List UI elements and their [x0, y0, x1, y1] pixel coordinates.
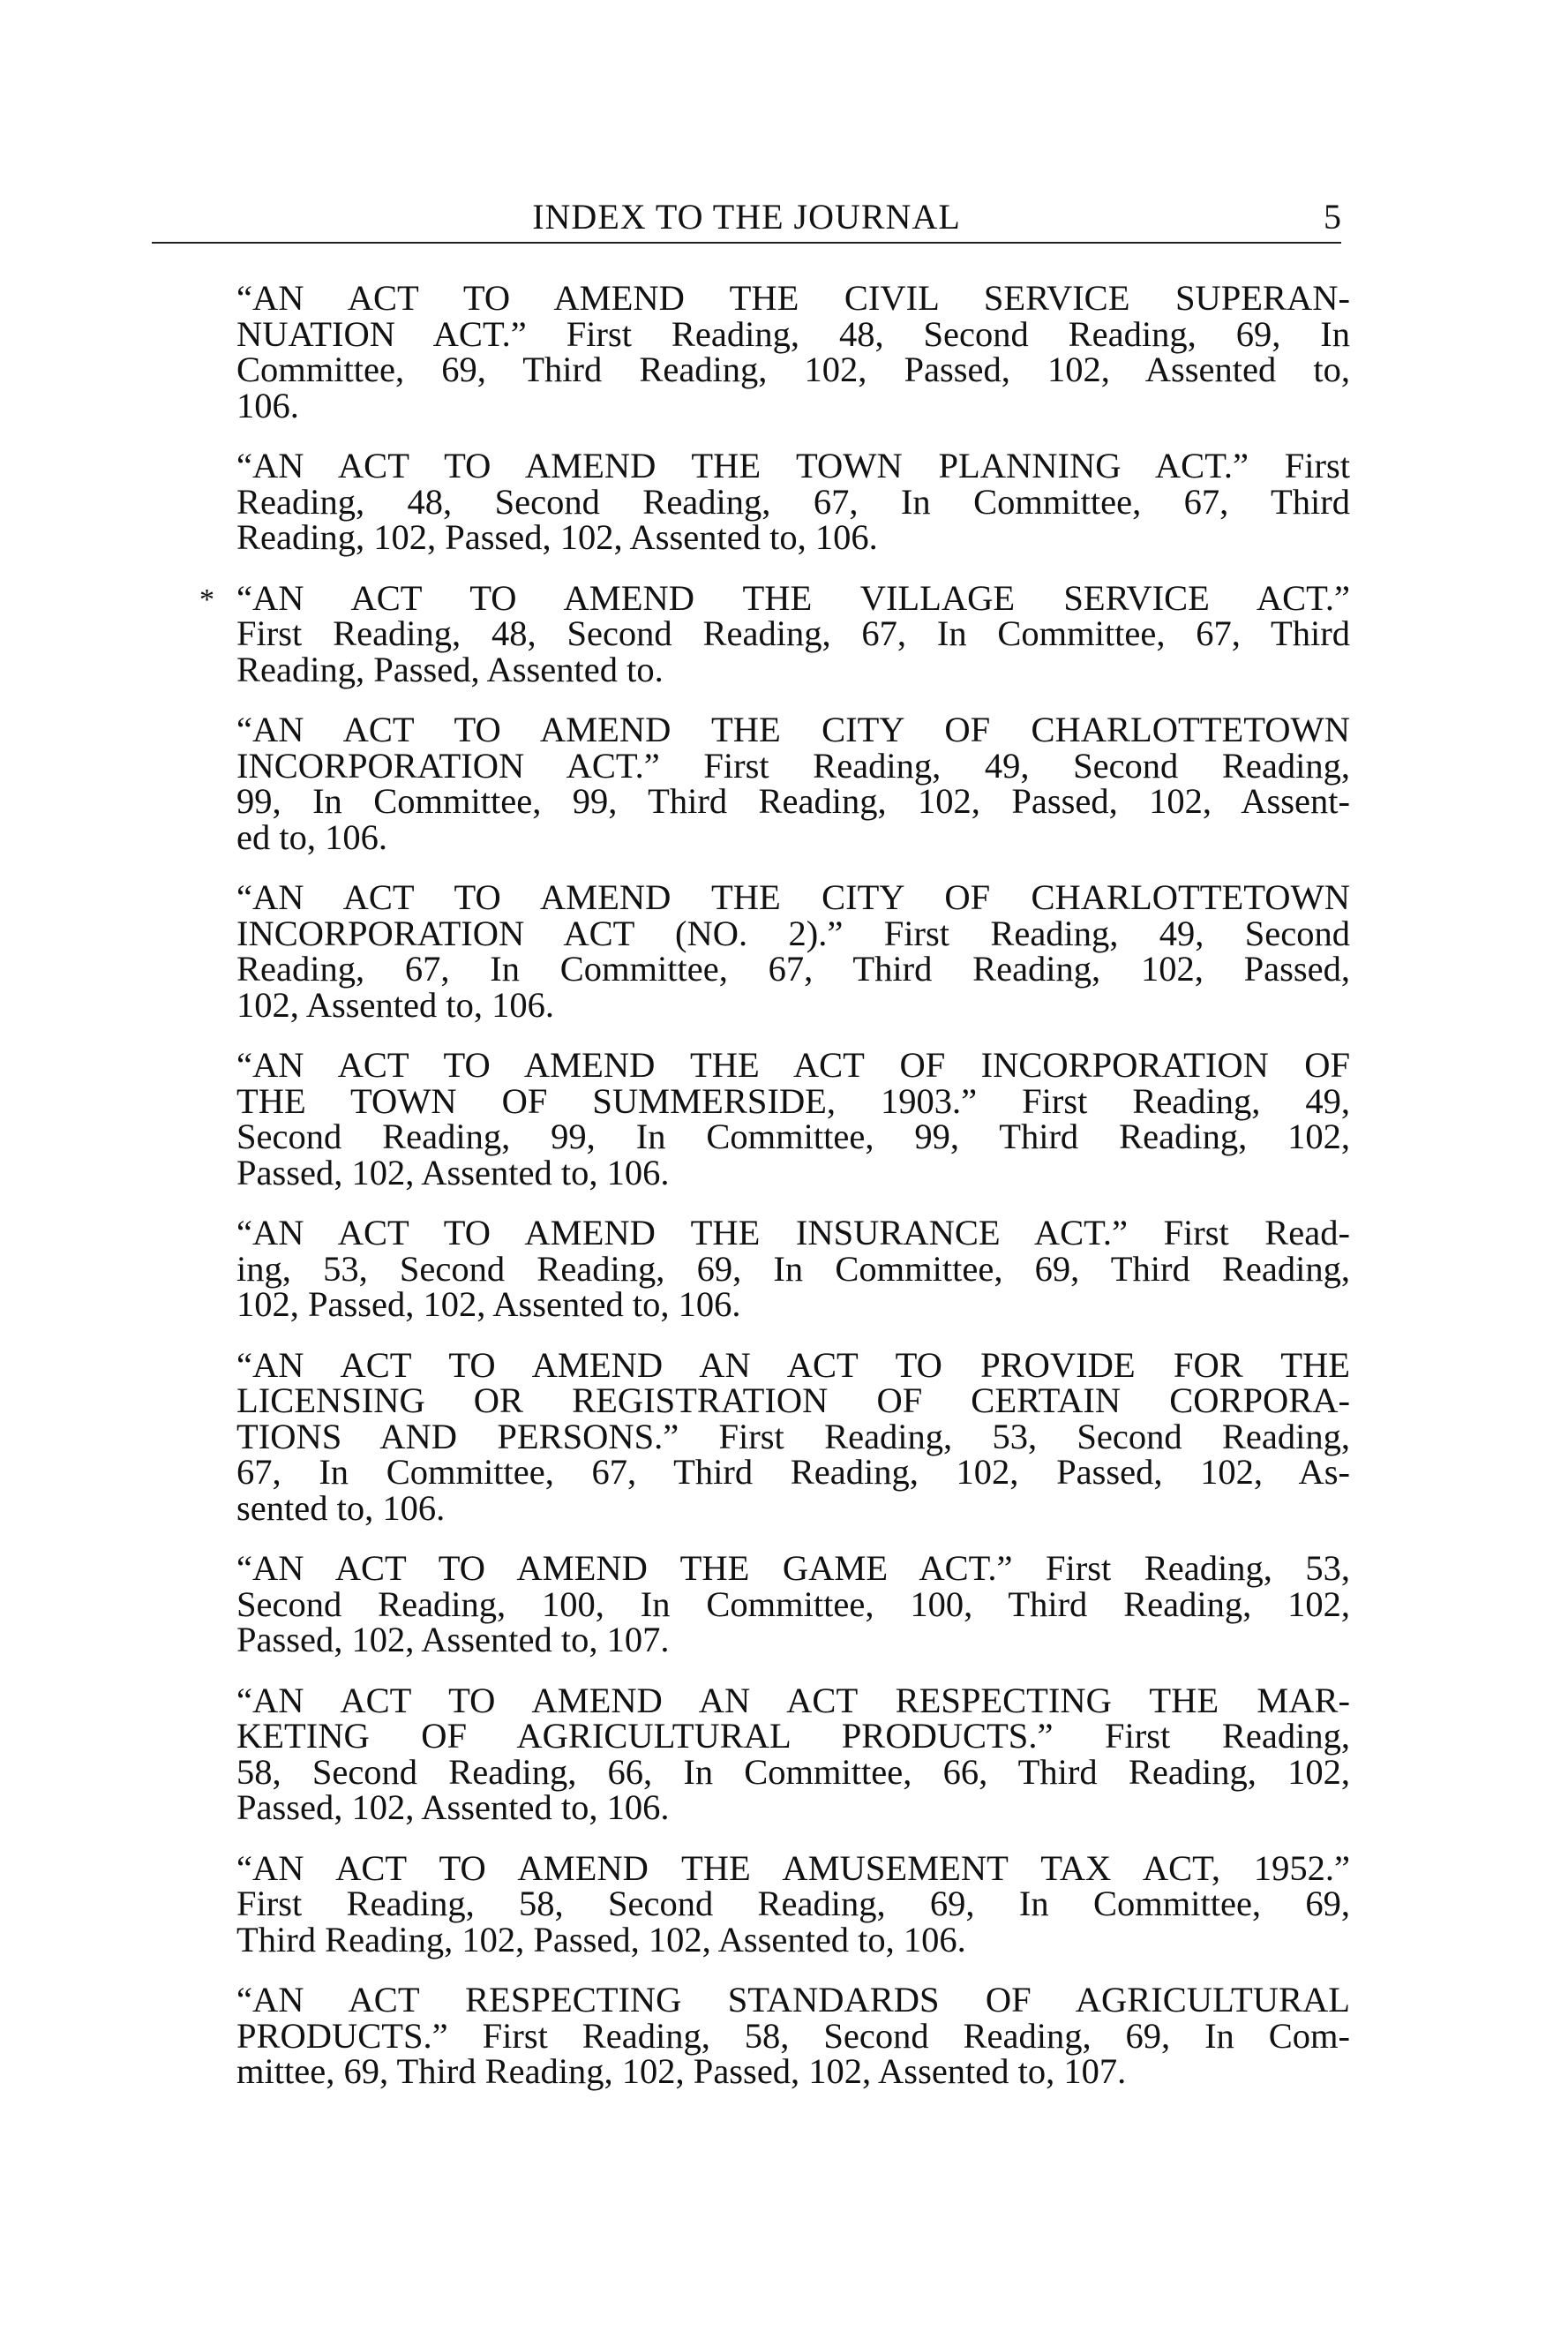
entry-line: NUATION ACT.” First Reading, 48, Second Reading, 69, In: [236, 313, 1350, 354]
index-entry: [199, 577, 1350, 689]
entry-line: 102, Assented to, 106.: [236, 984, 554, 1025]
index-entry: [236, 1847, 1350, 1959]
entry-line: sented to, 106.: [236, 1487, 446, 1528]
entry-line: 58, Second Reading, 66, In Committee, 66, Third Reading, 102,: [236, 1751, 1350, 1792]
entry-line: “AN ACT TO AMEND THE INSURANCE ACT.” First Read-: [236, 1213, 1350, 1252]
entry-line: 67, In Committee, 67, Third Reading, 102, Passed, 102, As-: [236, 1452, 1350, 1492]
running-head-title: INDEX TO THE JOURNAL: [532, 197, 961, 237]
entry-line: Reading, 48, Second Reading, 67, In Committee, 67, Third: [236, 481, 1350, 522]
entry-line: First Reading, 58, Second Reading, 69, In Committee, 69,: [236, 1884, 1350, 1923]
entry-line: First Reading, 48, Second Reading, 67, In Committee, 67, Third: [236, 613, 1350, 653]
entry-line: “AN ACT TO AMEND THE CITY OF CHARLOTTETOWN: [236, 877, 1350, 917]
index-entry: [236, 877, 1350, 1025]
entry-line: TIONS AND PERSONS.” First Reading, 53, Second Reading,: [236, 1416, 1350, 1456]
entry-line: “AN ACT TO AMEND AN ACT TO PROVIDE FOR THE: [236, 1344, 1350, 1385]
index-entry: [236, 1344, 1350, 1528]
entry-line: “AN ACT TO AMEND THE CITY OF CHARLOTTETOWN: [236, 710, 1350, 749]
entry-line: “AN ACT RESPECTING STANDARDS OF AGRICULTURAL: [236, 1980, 1350, 2019]
page-number: 5: [1324, 197, 1341, 237]
entry-line: “AN ACT TO AMEND THE VILLAGE SERVICE ACT.”: [236, 577, 1350, 618]
entry-line: Reading, 102, Passed, 102, Assented to, 106.: [236, 517, 878, 557]
entry-line: ing, 53, Second Reading, 69, In Committee, 69, Third Reading,: [236, 1248, 1350, 1289]
entry-line: “AN ACT TO AMEND THE AMUSEMENT TAX ACT, 1952.”: [236, 1847, 1350, 1888]
entry-line: Second Reading, 100, In Committee, 100, Third Reading, 102,: [236, 1583, 1350, 1624]
asterisk-marker: *: [199, 583, 214, 616]
entry-line: KETING OF AGRICULTURAL PRODUCTS.” First Reading,: [236, 1716, 1350, 1756]
entry-line: LICENSING OR REGISTRATION OF CERTAIN CORPORA-: [236, 1380, 1350, 1420]
index-entry: [236, 1045, 1350, 1192]
entry-line: Committee, 69, Third Reading, 102, Passed, 102, Assented to,: [236, 350, 1350, 389]
index-entry: [236, 448, 1350, 556]
entry-line: “AN ACT TO AMEND THE TOWN PLANNING ACT.” First: [236, 446, 1350, 485]
entry-line: Third Reading, 102, Passed, 102, Assented to, 106.: [236, 1919, 966, 1959]
entry-line: 99, In Committee, 99, Third Reading, 102, Passed, 102, Assent-: [236, 781, 1350, 821]
entry-line: INCORPORATION ACT.” First Reading, 49, Second Reading,: [236, 745, 1350, 786]
entry-line: PRODUCTS.” First Reading, 58, Second Reading, 69, In Com-: [236, 2015, 1350, 2056]
entry-line: “AN ACT TO AMEND THE ACT OF INCORPORATION OF: [236, 1045, 1350, 1085]
index-entry: [236, 1548, 1350, 1659]
entry-line: Passed, 102, Assented to, 107.: [236, 1620, 670, 1659]
entry-line: Reading, Passed, Assented to.: [236, 649, 664, 689]
entry-line: ed to, 106.: [236, 816, 387, 857]
index-entry: [236, 1680, 1350, 1827]
entry-line: “AN ACT TO AMEND AN ACT RESPECTING THE MAR-: [236, 1680, 1350, 1720]
page-header: [152, 196, 1341, 244]
entry-line: 106.: [236, 385, 299, 425]
index-entry: [236, 1982, 1350, 2090]
entry-line: INCORPORATION ACT (NO. 2).” First Reading, 49, Second: [236, 913, 1350, 953]
index-entry: [236, 712, 1350, 855]
entry-line: Second Reading, 99, In Committee, 99, Third Reading, 102,: [236, 1117, 1350, 1156]
entry-line: “AN ACT TO AMEND THE GAME ACT.” First Reading, 53,: [236, 1548, 1350, 1588]
index-entries-list: [199, 278, 1350, 2115]
entry-line: Passed, 102, Assented to, 106.: [236, 1787, 670, 1827]
entry-line: Passed, 102, Assented to, 106.: [236, 1152, 670, 1192]
entry-line: “AN ACT TO AMEND THE CIVIL SERVICE SUPERAN-: [236, 278, 1350, 318]
entry-line: THE TOWN OF SUMMERSIDE, 1903.” First Reading, 49,: [236, 1080, 1350, 1121]
entry-line: 102, Passed, 102, Assented to, 106.: [236, 1284, 741, 1324]
entry-line: mittee, 69, Third Reading, 102, Passed, 102, Assented to, 107.: [236, 2051, 1127, 2091]
index-entry: [236, 1215, 1350, 1323]
index-entry: [236, 278, 1350, 425]
entry-line: Reading, 67, In Committee, 67, Third Reading, 102, Passed,: [236, 949, 1350, 989]
